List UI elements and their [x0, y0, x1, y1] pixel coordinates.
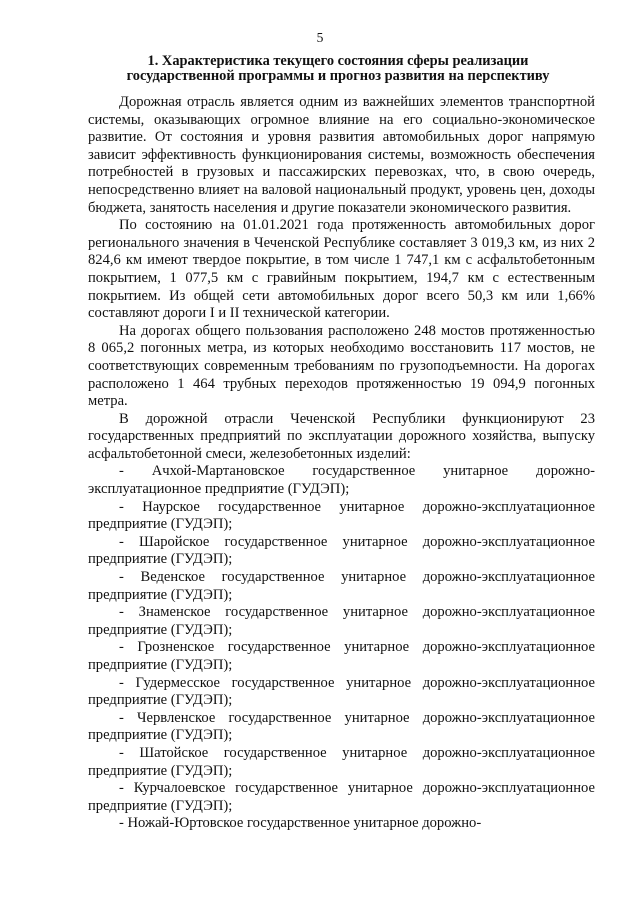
paragraph-road-length: По состоянию на 01.01.2021 года протяженность автомобильных дорог регионального значения в Чеченской Республике составляет 3 019,3 км, из них 2 824,6 км имеют твердое покрытие, в том числе 1 747,1 км с асфальтобетонным покрытием, 1 077,5 км с гравийным покрытием, 194,7 км с естественным покрытием. Из общей сети автомобильных дорог всего 50,3 км или 1,66% составляют дороги I и II технической категории.	[88, 217, 595, 322]
enterprise-list-item: - Курчалоевское государственное унитарное дорожно-эксплуатационное предприятие (ГУДЭП);	[88, 780, 595, 814]
enterprise-list-item: - Шатойское государственное унитарное дорожно-эксплуатационное предприятие (ГУДЭП);	[88, 744, 595, 779]
enterprise-list-item: - Грозненское государственное унитарное дорожно-эксплуатационное предприятие (ГУДЭП);	[88, 639, 595, 673]
section-heading	[88, 54, 588, 83]
enterprise-list-item: - Наурское государственное унитарное дорожно-эксплуатационное предприятие (ГУДЭП);	[88, 498, 595, 533]
document-body	[88, 94, 595, 833]
enterprise-list-item: - Червленское государственное унитарное дорожно-эксплуатационное предприятие (ГУДЭП);	[88, 709, 595, 744]
enterprise-list-item: - Веденское государственное унитарное дорожно-эксплуатационное предприятие (ГУДЭП);	[88, 569, 595, 603]
enterprise-list-item: - Гудермесское государственное унитарное дорожно-эксплуатационное предприятие (ГУДЭП);	[88, 674, 595, 709]
section-heading-line-1: 1. Характеристика текущего состояния сферы реализации	[147, 53, 529, 69]
section-heading-line-2: государственной программы и прогноз развития на перспективу	[126, 67, 550, 84]
enterprise-list-item: - Ножай-Юртовское государственное унитарное дорожно-	[119, 815, 482, 832]
enterprise-list-item: - Знаменское государственное унитарное дорожно-эксплуатационное предприятие (ГУДЭП);	[88, 604, 595, 638]
enterprise-list-item: - Ачхой-Мартановское государственное унитарное дорожно-эксплуатационное предприятие (ГУДЭП);	[88, 463, 595, 498]
paragraph-enterprises-intro: В дорожной отрасли Чеченской Республики функционируют 23 государственных предприятий по эксплуатации дорожного хозяйства, выпуску асфальтобетонной смеси, железобетонных изделий:	[88, 410, 595, 462]
paragraph-road-industry: Дорожная отрасль является одним из важнейших элементов транспортной системы, оказывающих огромное влияние на его социально-экономическое развитие. От состояния и уровня развития автомобильных дорог напрямую зависит эффективность функционирования системы, возможность обеспечения потребностей в грузовых и пассажирских перевозках, что, в свою очередь, непосредственно влияет на валовой национальный продукт, уровень цен, доходы бюджета, занятость населения и другие показатели экономического развития.	[88, 94, 595, 216]
enterprise-list-item: - Шаройское государственное унитарное дорожно-эксплуатационное предприятие (ГУДЭП);	[88, 533, 595, 568]
page-number: 5	[316, 30, 324, 45]
paragraph-bridges: На дорогах общего пользования расположено 248 мостов протяженностью 8 065,2 погонных метра, из которых необходимо восстановить 117 мостов, не соответствующих современным требованиям по грузоподъемности. На дорогах расположено 1 464 трубных переходов протяженностью 19 094,9 погонных метра.	[88, 322, 595, 410]
